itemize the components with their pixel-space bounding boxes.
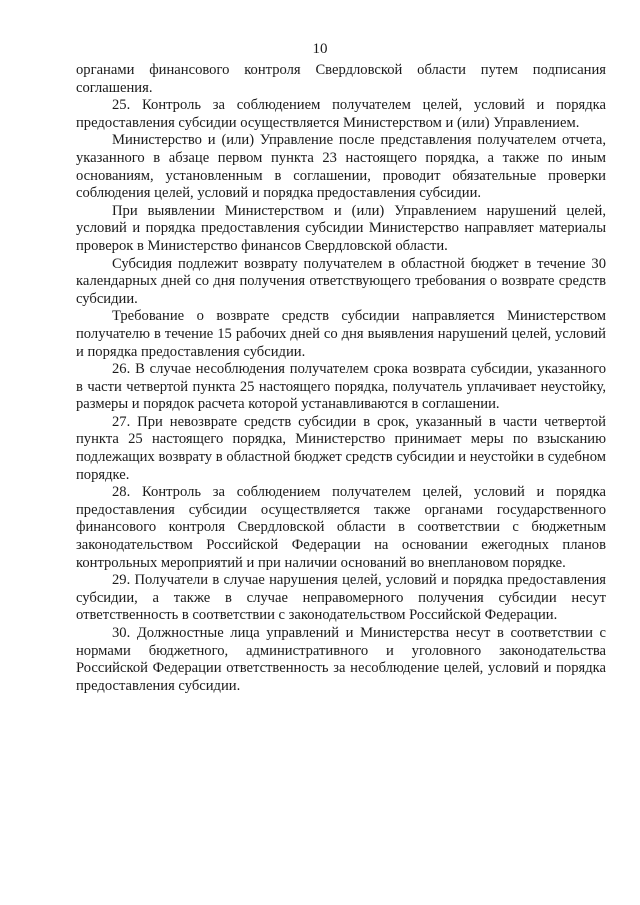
paragraph-violations: При выявлении Министерством и (или) Управлением нарушений целей, условий и порядка предоставления субсидии Министерство направляет материалы проверок в Министерство финансов Свердловской области. bbox=[76, 202, 606, 254]
paragraph-return-term: Субсидия подлежит возврату получателем в областной бюджет в течение 30 календарных дней со дня получения ответствующего требования о возврате средств субсидии. bbox=[76, 255, 606, 307]
paragraph-item-28: 28. Контроль за соблюдением получателем целей, условий и порядка предоставления субсидии осуществляется также органами государственного финансового контроля Свердловской области в соответствии с бюджетным законодательством Российской Федерации на основании ежегодных планов контрольных мероприятий и при наличии оснований во внеплановом порядке. bbox=[76, 484, 606, 571]
paragraph-return-demand: Требование о возврате средств субсидии направляется Министерством получателю в течение 15 рабочих дней со дня выявления нарушений целей, условий и порядка предоставления субсидии. bbox=[76, 308, 606, 360]
paragraph-continuation: органами финансового контроля Свердловской области путем подписания соглашения. bbox=[76, 62, 606, 96]
paragraph-item-27: 27. При невозврате средств субсидии в срок, указанный в части четвертой пункта 25 настоящего порядка, Министерство принимает меры по взысканию подлежащих возврату в областной бюджет средств субсидии и неустойки в судебном порядке. bbox=[76, 413, 606, 483]
paragraph-item-25: 25. Контроль за соблюдением получателем целей, условий и порядка предоставления субсидии осуществляется Министерством и (или) Управлением. bbox=[76, 97, 606, 131]
paragraph-inspection: Министерство и (или) Управление после представления получателем отчета, указанного в абзаце первом пункта 23 настоящего порядка, а также по иным основаниям, установленным в соглашении, проводит обязательные проверки соблюдения целей, условий и порядка предоставления субсидии. bbox=[76, 132, 606, 202]
page-number: 10 bbox=[312, 41, 328, 57]
document-body bbox=[76, 62, 606, 695]
paragraph-item-29: 29. Получатели в случае нарушения целей, условий и порядка предоставления субсидии, а также в случае неправомерного получения субсидии несут ответственность в соответствии с законодательством Российской Федерации. bbox=[76, 572, 606, 624]
paragraph-item-30: 30. Должностные лица управлений и Министерства несут в соответствии с нормами бюджетного, административного и уголовного законодательства Российской Федерации ответственность за несоблюдение целей, условий и порядка предоставления субсидии. bbox=[76, 625, 606, 694]
paragraph-item-26: 26. В случае несоблюдения получателем срока возврата субсидии, указанного в части четвертой пункта 25 настоящего порядка, получатель уплачивает неустойку, размеры и порядок расчета которой устанавливаются в соглашении. bbox=[76, 361, 606, 413]
